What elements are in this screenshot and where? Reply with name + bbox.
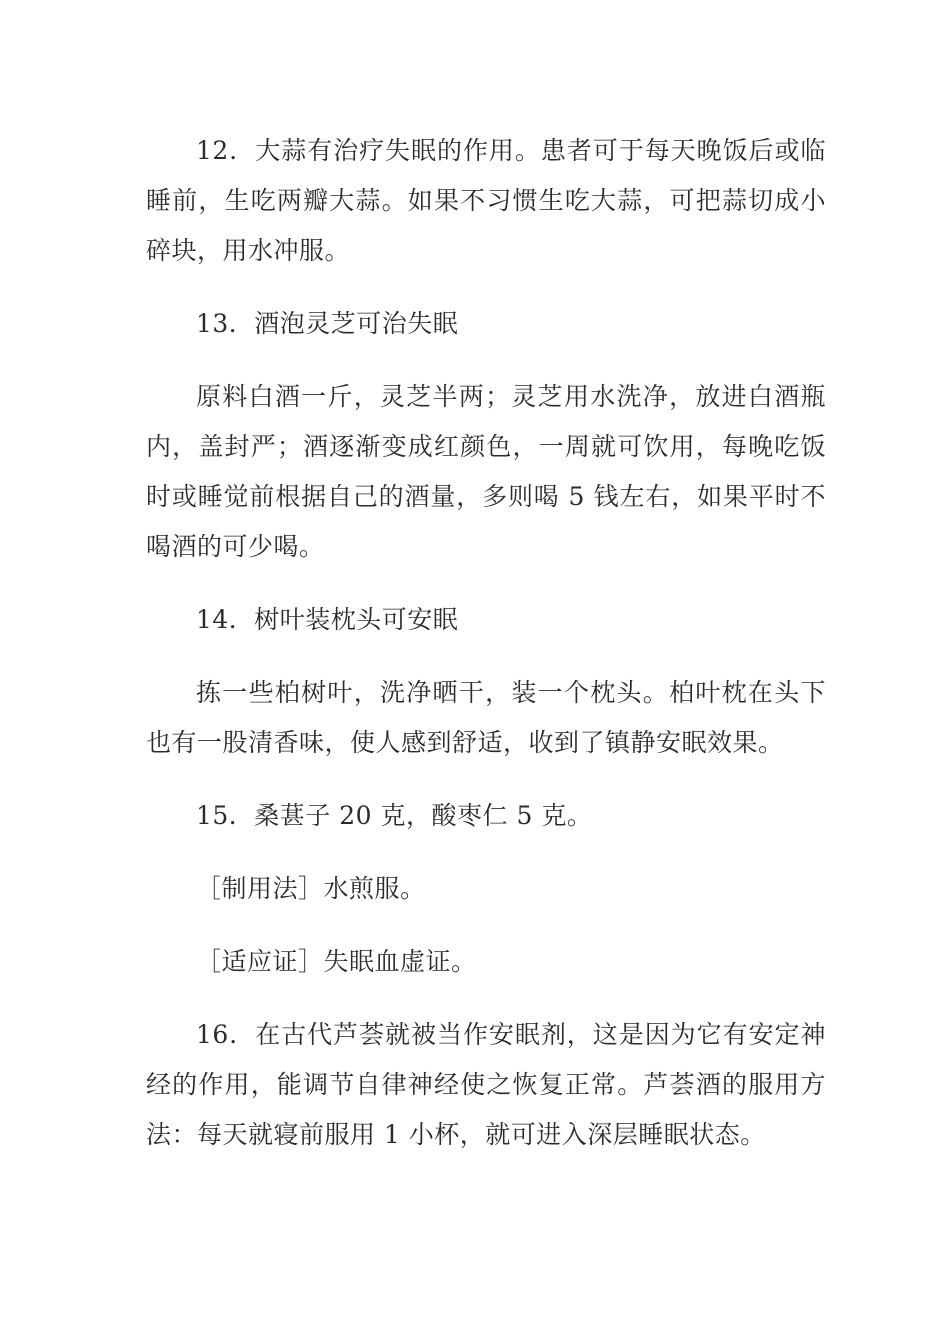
paragraph-indication: ［适应证］失眠血虚证。 [196,947,477,976]
paragraph-gap [146,768,826,791]
paragraph-cypress-pillow: 拣一些柏树叶，洗净晒干，装一个枕头。柏叶枕在头下也有一股清香味，使人感到舒适，收到了镇静安眠效果。 [146,678,826,757]
paragraph-gap [146,841,826,864]
paragraph-gap [146,349,826,372]
heading-14-leaf-pillow: 14．树叶装枕头可安眠 [196,605,459,634]
paragraph-gap [146,276,826,299]
paragraph-gap [146,645,826,668]
paragraph-12-garlic: 12．大蒜有治疗失眠的作用。患者可于每天晚饭后或临睡前，生吃两瓣大蒜。如果不习惯生吃大蒜，可把蒜切成小碎块，用水冲服。 [146,136,826,265]
paragraph-lingzhi-recipe: 原料白酒一斤，灵芝半两；灵芝用水洗净，放进白酒瓶内，盖封严；酒逐渐变成红颜色，一周就可饮用，每晚吃饭时或睡觉前根据自己的酒量，多则喝 5 钱左右，如果平时不喝酒的可少喝。 [146,382,826,561]
paragraph-gap [146,914,826,937]
paragraph-gap [146,572,826,595]
heading-13-lingzhi-wine: 13．酒泡灵芝可治失眠 [196,309,459,338]
paragraph-16-aloe: 16．在古代芦荟就被当作安眠剂，这是因为它有安定神经的作用，能调节自律神经使之恢复正常。芦荟酒的服用方法：每天就寝前服用 1 小杯，就可进入深层睡眠状态。 [146,1020,826,1149]
document-body [146,126,826,1160]
paragraph-usage: ［制用法］水煎服。 [196,874,426,903]
paragraph-gap [146,987,826,1010]
paragraph-15-prescription: 15．桑葚子 20 克，酸枣仁 5 克。 [196,801,593,830]
